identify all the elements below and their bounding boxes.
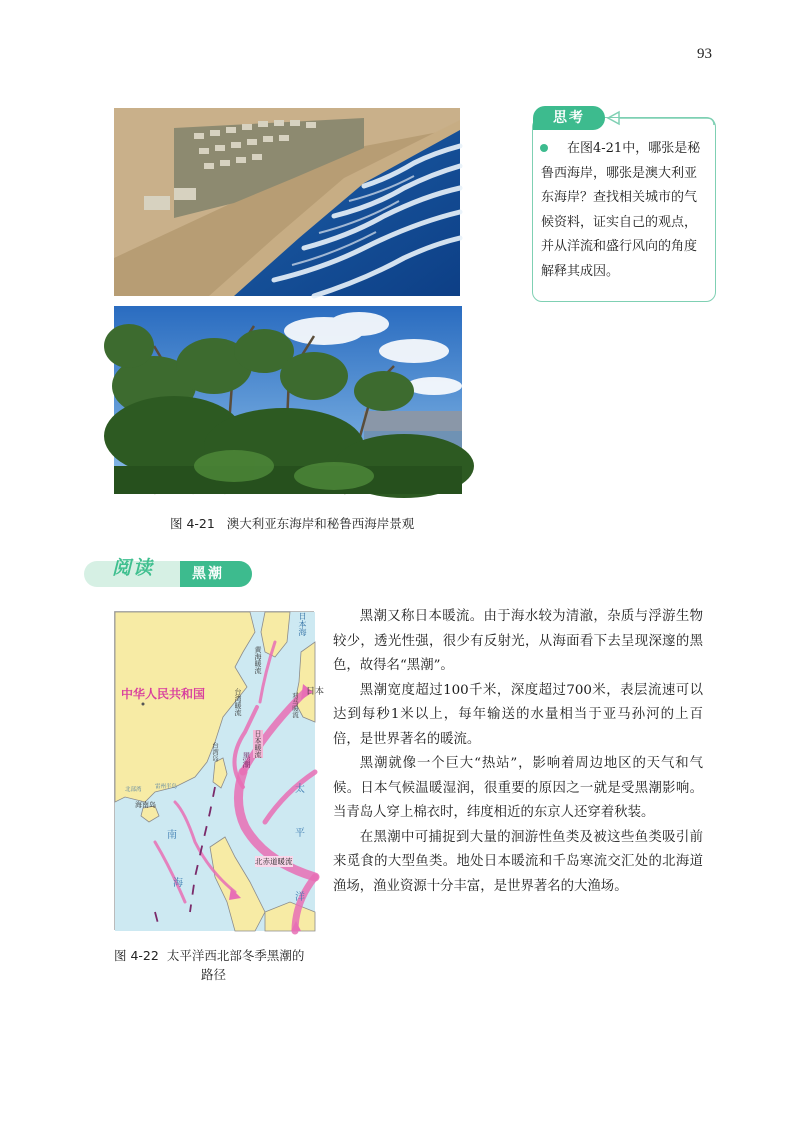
map-label-pacific-tai: 太	[295, 784, 305, 795]
figure-4-22-number: 图 4-22	[114, 948, 159, 963]
figure-4-22-caption	[114, 946, 329, 984]
page-number: 93	[697, 46, 712, 62]
coast-photo-desert-town	[114, 108, 460, 296]
think-pointer-icon	[605, 109, 715, 127]
figure-4-21-caption	[170, 514, 414, 532]
article-paragraph: 黑潮就像一个巨大“热站”，影响着周边地区的天气和气候。日本气候温暖湿润，很重要的原因之一就是受黑潮影响。当青岛人穿上棉衣时，纬度相近的东京人还穿着秋装。	[333, 756, 703, 820]
map-label-beibu: 北部湾	[125, 787, 142, 793]
map-label-taiwan-warm: 台湾暖流	[234, 688, 242, 716]
map-label-hainan: 海南岛	[135, 801, 156, 809]
map-label-tsushima-warm: 对马暖流	[291, 692, 299, 718]
map-label-sea-char: 海	[173, 878, 183, 889]
map-label-yellow-sea-warm: 黄海暖流	[254, 646, 262, 674]
figure-4-22-title-line1: 太平洋西北部冬季黑潮的	[166, 948, 305, 963]
map-label-taiwan-island: 台湾岛	[211, 742, 219, 762]
figure-4-22-title-line2: 路径	[201, 967, 227, 982]
map-label-japan-warm: 日本暖流	[254, 730, 262, 758]
map-label-japan: 日本	[306, 687, 325, 697]
figure-4-21-title: 澳大利亚东海岸和秘鲁西海岸景观	[226, 516, 415, 531]
map-label-china: 中华人民共和国	[121, 687, 206, 701]
reading-banner	[84, 557, 254, 591]
coast-photo-forest	[114, 306, 462, 494]
article-paragraph: 黑潮又称日本暖流。由于海水较为清澈，杂质与浮游生物较少，透光性强，很少有反射光，从海面看下去呈现深邃的黑色，故得名“黑潮”。	[333, 609, 703, 673]
reading-topic: 黑潮	[192, 566, 224, 582]
figure-4-21-number: 图 4-21	[170, 516, 215, 531]
reading-label: 阅读	[112, 557, 155, 579]
think-question: 在图4-21中，哪张是秘鲁西海岸，哪张是澳大利亚东海岸？查找相关城市的气候资料，证实自己的观点，并从洋流和盛行风向的角度解释其成因。	[541, 141, 701, 279]
map-label-sea-south: 南	[167, 830, 177, 841]
map-label-north-equatorial: 北赤道暖流	[255, 857, 293, 866]
kuroshio-map	[114, 611, 325, 930]
map-label-kuroshio: 黑潮	[242, 752, 251, 768]
think-tag: 思考	[533, 106, 605, 130]
article-paragraph: 在黑潮中可捕捉到大量的洄游性鱼类及被这些鱼类吸引前来觅食的大型鱼类。地处日本暖流和千岛寒流交汇处的北海道渔场，渔业资源十分丰富，是世界著名的大渔场。	[333, 829, 703, 894]
map-label-pacific-yang: 洋	[295, 892, 305, 903]
map-label-pacific-ping: 平	[295, 828, 305, 839]
map-label-sea-of-japan: 日本海	[298, 612, 307, 636]
article-paragraph: 黑潮宽度超过100千米，深度超过700米，表层流速可以达到每秒1米以上，每年输送的水量相当于亚马孙河的上百倍，是世界著名的暖流。	[333, 682, 703, 747]
kuroshio-article	[333, 605, 703, 899]
map-label-leizhou: 雷州半岛	[155, 784, 178, 790]
